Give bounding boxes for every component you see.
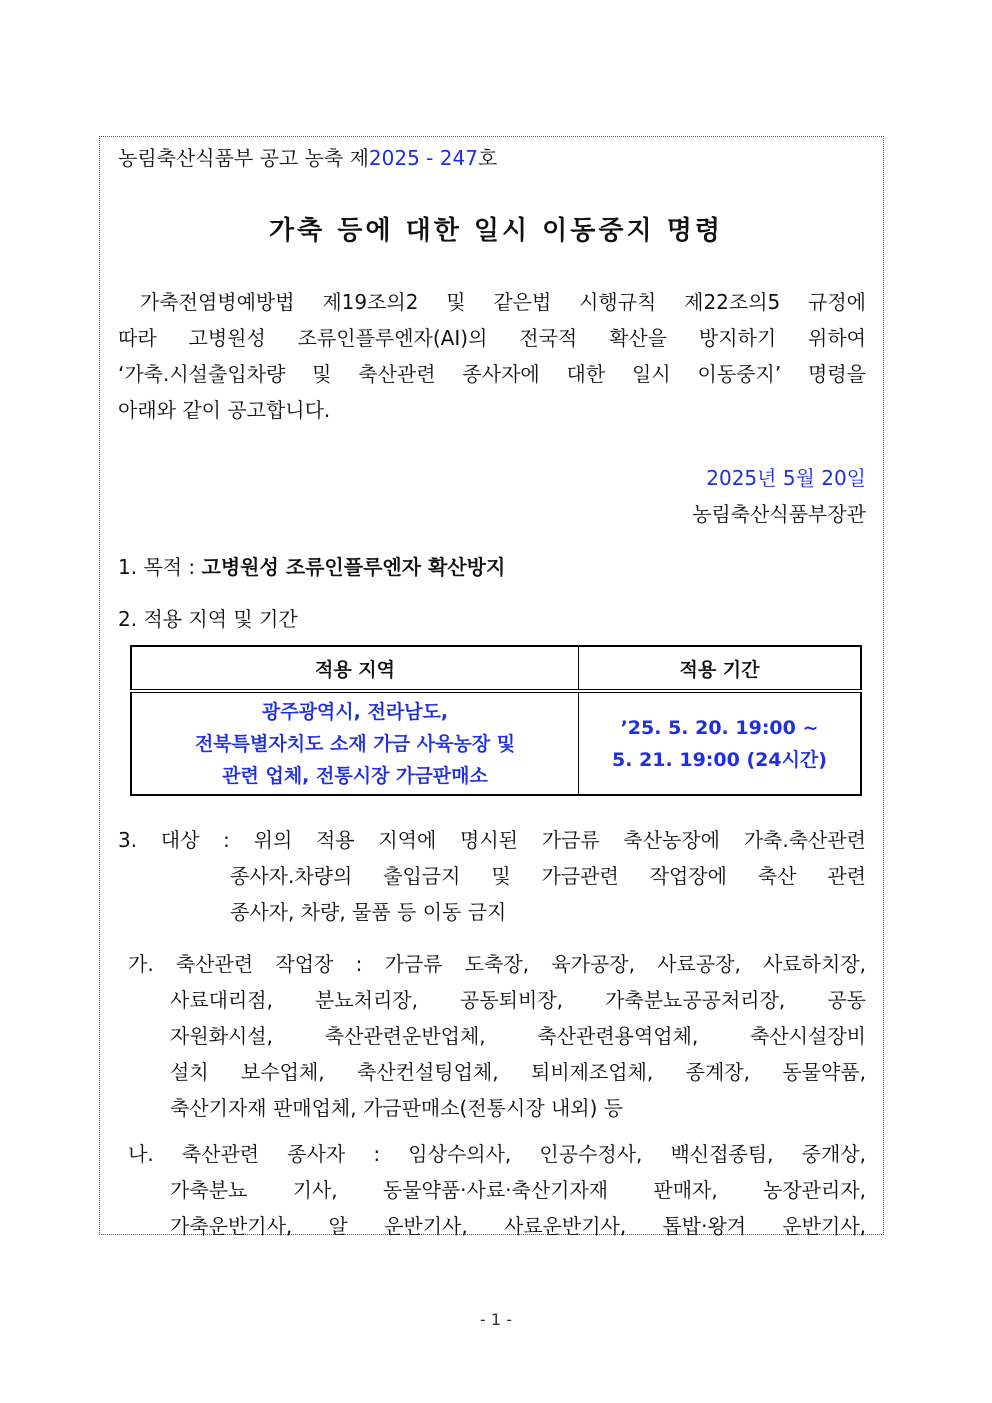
issuer: 농림축산식품부장관 <box>692 502 866 526</box>
notice-date: 2025년 5월 20일 <box>706 466 866 490</box>
notice-number: 농림축산식품부 공고 농축 제2025 - 247호 <box>118 146 498 170</box>
item-na-line-3: 가축운반기사, 알 운반기사, 사료운반기사, 톱밥·왕겨 운반기사, <box>170 1214 866 1238</box>
section-target-line-3: 종사자, 차량, 물품 등 이동 금지 <box>230 900 507 924</box>
period-cell <box>579 691 862 795</box>
item-na-line-1: 나. 축산관련 종사자 : 임상수의사, 인공수정사, 백신접종팀, 중개상, <box>128 1142 866 1166</box>
item-ga-line-1: 가. 축산관련 작업장 : 가금류 도축장, 육가공장, 사료공장, 사료하치장, <box>128 952 866 976</box>
item-ga-line-3: 자원화시설, 축산관련운반업체, 축산관련용역업체, 축산시설장비 <box>170 1024 866 1048</box>
item-ga-line-2: 사료대리점, 분뇨처리장, 공동퇴비장, 가축분뇨공공처리장, 공동 <box>170 988 866 1012</box>
document-title: 가축 등에 대한 일시 이동중지 명령 <box>269 216 723 246</box>
region-line-1: 광주광역시, 전라남도, <box>261 700 449 723</box>
region-line-2: 전북특별자치도 소재 가금 사육농장 및 <box>194 732 516 755</box>
item-na-line-2: 가축분뇨 기사, 동물약품·사료·축산기자재 판매자, 농장관리자, <box>170 1178 866 1202</box>
item-ga-line-4: 설치 보수업체, 축산컨설팅업체, 퇴비제조업체, 종계장, 동물약품, <box>170 1060 866 1084</box>
header-period: 적용 기간 <box>579 646 862 691</box>
intro-line-3: ‘가축.시설출입차량 및 축산관련 종사자에 대한 일시 이동중지’ 명령을 <box>118 362 866 386</box>
intro-line-4: 아래와 같이 공고합니다. <box>118 398 331 422</box>
period-line-1: ’25. 5. 20. 19:00 ~ <box>620 716 819 739</box>
period-line-2: 5. 21. 19:00 (24시간) <box>612 748 827 771</box>
section-target-line-2: 종사자.차량의 출입금지 및 가금관련 작업장에 축산 관련 <box>230 864 866 888</box>
region-line-3: 관련 업체, 전통시장 가금판매소 <box>222 764 488 787</box>
section-purpose: 1. 목적 : 고병원성 조류인플루엔자 확산방지 <box>118 555 506 579</box>
region-cell <box>131 691 579 795</box>
region-period-table <box>130 645 862 796</box>
section-target-line-1: 3. 대상 : 위의 적용 지역에 명시된 가금류 축산농장에 가축.축산관련 <box>118 828 866 852</box>
header-region: 적용 지역 <box>131 646 579 691</box>
intro-line-2: 따라 고병원성 조류인플루엔자(AI)의 전국적 확산을 방지하기 위하여 <box>118 326 866 350</box>
section-region-title: 2. 적용 지역 및 기간 <box>118 607 298 631</box>
item-ga-line-5: 축산기자재 판매업체, 가금판매소(전통시장 내외) 등 <box>170 1096 624 1120</box>
intro-line-1: 가축전염병예방법 제19조의2 및 같은법 시행규칙 제22조의5 규정에 <box>140 290 866 314</box>
page-number: - 1 - <box>480 1310 512 1329</box>
